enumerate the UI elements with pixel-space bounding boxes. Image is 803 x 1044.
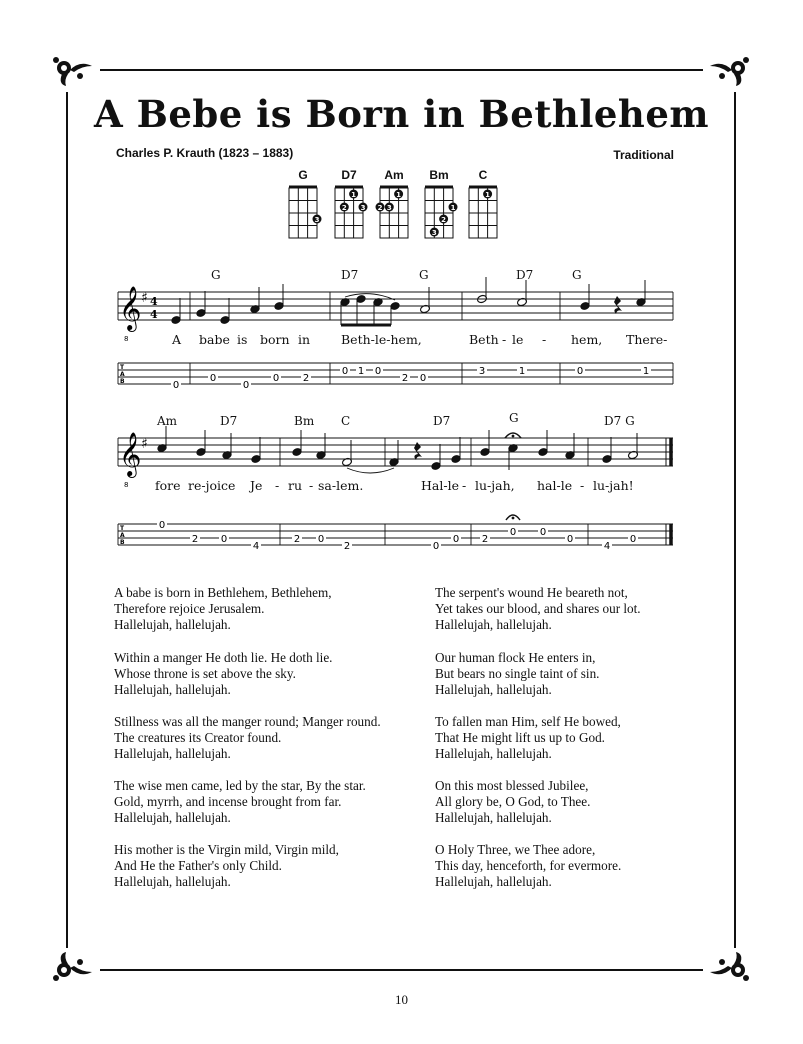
lyric-syllable: -	[580, 478, 585, 493]
tab-fret-number: 1	[642, 366, 650, 377]
tab-fret-number: 0	[272, 373, 280, 384]
verse-line: Hallelujah, hallelujah.	[114, 874, 231, 889]
lyric-syllable: Je	[250, 478, 263, 493]
tab-fret-number: 0	[509, 527, 517, 538]
chord-symbol: D7	[220, 414, 238, 428]
tab-fret-number: 0	[209, 373, 217, 384]
verse-line: Therefore rejoice Jerusalem.	[114, 601, 265, 616]
verse-line: O Holy Three, we Thee adore,	[435, 842, 596, 857]
svg-text:B: B	[120, 378, 125, 385]
tab-fret-number: 0	[220, 534, 228, 545]
svg-text:♯: ♯	[141, 436, 148, 452]
verse-right-2	[435, 650, 599, 698]
verse-line: All glory be, O God, to Thee.	[435, 794, 591, 809]
lyric-syllable: babe	[199, 332, 230, 347]
svg-text:T: T	[120, 364, 125, 371]
svg-text:1: 1	[351, 191, 357, 199]
chord-symbol: C	[341, 414, 351, 428]
composer-credit: Traditional	[613, 148, 674, 162]
chord-symbol: D7 G	[604, 414, 635, 428]
verse-line: Within a manger He doth lie. He doth lie.	[114, 650, 333, 665]
verse-line: The wise men came, led by the star, By the star.	[114, 778, 366, 793]
verse-line: Hallelujah, hallelujah.	[435, 746, 552, 761]
verse-left-4	[114, 778, 366, 826]
verse-line: His mother is the Virgin mild, Virgin mild,	[114, 842, 339, 857]
tab-fret-number: 2	[481, 534, 489, 545]
lyric-syllable: lu-jah!	[593, 478, 634, 493]
svg-text:1: 1	[396, 191, 402, 199]
verse-line: The serpent's wound He beareth not,	[435, 585, 628, 600]
lyric-syllable: hem,	[571, 332, 603, 347]
verse-line: The creatures its Creator found.	[114, 730, 282, 745]
lyric-syllable: -	[462, 478, 467, 493]
svg-text:4: 4	[150, 308, 158, 321]
tab-fret-number: 0	[576, 366, 584, 377]
verse-left-3	[114, 714, 381, 762]
verse-line: That He might lift us up to God.	[435, 730, 605, 745]
chord-diagram-name: Bm	[429, 168, 449, 182]
svg-text:3: 3	[360, 204, 366, 212]
verse-line: Hallelujah, hallelujah.	[114, 617, 231, 632]
chord-symbol: G	[211, 268, 221, 282]
tab-fret-number: 3	[478, 366, 486, 377]
lyric-syllable: le	[512, 332, 524, 347]
tab-fret-number: 2	[293, 534, 301, 545]
tab-fret-number: 2	[302, 373, 310, 384]
verse-line: A babe is born in Bethlehem, Bethlehem,	[114, 585, 332, 600]
svg-text:3: 3	[314, 216, 320, 224]
tab-fret-number: 4	[603, 541, 611, 552]
svg-text:B: B	[120, 539, 125, 546]
tab-fret-number: 0	[419, 373, 427, 384]
lyric-syllable: lu-jah,	[475, 478, 515, 493]
lyricist-credit: Charles P. Krauth (1823 – 1883)	[116, 146, 294, 160]
verse-right-4	[435, 778, 590, 826]
lyric-syllable: sa-lem.	[318, 478, 364, 493]
verse-right-1	[435, 585, 641, 633]
frame-bottom-line	[100, 969, 703, 971]
verse-line: Hallelujah, hallelujah.	[114, 746, 231, 761]
chord-symbol: D7	[516, 268, 534, 282]
lyric-syllable: fore	[155, 478, 181, 493]
verse-line: Hallelujah, hallelujah.	[435, 810, 552, 825]
chord-diagram-name: D7	[341, 168, 357, 182]
svg-text:A: A	[120, 371, 125, 378]
verse-line: Our human flock He enters in,	[435, 650, 596, 665]
lyric-syllable: ru	[288, 478, 303, 493]
tab-fret-number: 0	[566, 534, 574, 545]
page-number: 10	[395, 992, 408, 1007]
verse-right-3	[435, 714, 621, 762]
verse-line: Gold, myrrh, and incense brought from far.	[114, 794, 342, 809]
chord-symbol: G	[572, 268, 582, 282]
tab-fret-number: 4	[252, 541, 260, 552]
tab-fret-number: 0	[539, 527, 547, 538]
lyric-syllable: Beth-le-hem,	[341, 332, 422, 347]
lyric-syllable: is	[237, 332, 248, 347]
verse-left-1	[114, 585, 332, 633]
svg-text:8: 8	[124, 481, 129, 489]
verse-line: But bears no single taint of sin.	[435, 666, 600, 681]
svg-text:A: A	[120, 532, 125, 539]
verse-line: Yet takes our blood, and shares our lot.	[435, 601, 641, 616]
lyric-syllable: Hal-le	[421, 478, 459, 493]
svg-text:2: 2	[341, 204, 347, 212]
svg-text:2: 2	[441, 216, 447, 224]
svg-text:♯: ♯	[141, 290, 148, 306]
tab-fret-number: 0	[374, 366, 382, 377]
svg-text:1: 1	[450, 204, 456, 212]
verse-line: Whose throne is set above the sky.	[114, 666, 296, 681]
tab-fret-number: 2	[343, 541, 351, 552]
svg-text:𝄞: 𝄞	[119, 286, 142, 330]
tab-fret-number: 0	[629, 534, 637, 545]
chord-symbol: G	[509, 411, 519, 425]
lyric-syllable: There-	[626, 332, 668, 347]
lyric-syllable: hal-le	[537, 478, 573, 493]
verse-line: Hallelujah, hallelujah.	[114, 682, 231, 697]
tab-fret-number: 0	[432, 541, 440, 552]
verse-left-5	[114, 842, 339, 890]
verse-line: To fallen man Him, self He bowed,	[435, 714, 621, 729]
chord-diagram-name: C	[478, 168, 488, 182]
verse-line: Hallelujah, hallelujah.	[435, 874, 552, 889]
svg-text:3: 3	[386, 204, 392, 212]
verse-line: Hallelujah, hallelujah.	[114, 810, 231, 825]
chord-symbol: G	[419, 268, 429, 282]
tab-fret-number: 0	[317, 534, 325, 545]
lyric-syllable: -	[275, 478, 280, 493]
verse-line: Hallelujah, hallelujah.	[435, 682, 552, 697]
tab-fret-number: 1	[518, 366, 526, 377]
lyric-syllable: re-joice	[188, 478, 236, 493]
lyric-syllable: -	[542, 332, 547, 347]
svg-text:𝄞: 𝄞	[119, 432, 142, 476]
floral-ornament-icon	[50, 952, 94, 986]
tab-fret-number: 0	[452, 534, 460, 545]
lyric-syllable: -	[502, 332, 507, 347]
svg-text:T: T	[120, 525, 125, 532]
verse-left-2	[114, 650, 332, 698]
tab-fret-number: 1	[357, 366, 365, 377]
svg-text:4: 4	[150, 295, 158, 308]
svg-text:3: 3	[431, 229, 437, 237]
lyric-syllable: Beth	[469, 332, 499, 347]
lyric-syllable: born	[260, 332, 290, 347]
tab-fret-number: 0	[341, 366, 349, 377]
verse-line: Stillness was all the manger round; Manger round.	[114, 714, 381, 729]
chord-symbol: D7	[341, 268, 359, 282]
verse-line: On this most blessed Jubilee,	[435, 778, 589, 793]
page-title: A Bebe is Born in Bethlehem	[93, 92, 710, 136]
lyric-syllable: A	[172, 332, 182, 347]
verse-line: And He the Father's only Child.	[114, 858, 282, 873]
svg-text:8: 8	[124, 335, 129, 343]
chord-symbol: Am	[157, 414, 178, 428]
lyric-syllable: -	[309, 478, 314, 493]
svg-text:1: 1	[485, 191, 491, 199]
tab-fret-number: 0	[172, 380, 180, 391]
tab-fret-number: 2	[191, 534, 199, 545]
tab-fret-number: 0	[158, 520, 166, 531]
svg-text:2: 2	[377, 204, 383, 212]
verse-line: This day, henceforth, for evermore.	[435, 858, 622, 873]
chord-symbol: Bm	[294, 414, 315, 428]
tab-fret-number: 2	[401, 373, 409, 384]
lyric-syllable: in	[298, 332, 311, 347]
chord-diagram-name: G	[298, 168, 308, 182]
verse-right-5	[435, 842, 621, 890]
chord-diagram-name: Am	[384, 168, 404, 182]
tab-fret-number: 0	[242, 380, 250, 391]
floral-ornament-icon	[708, 952, 752, 986]
verse-line: Hallelujah, hallelujah.	[435, 617, 552, 632]
chord-symbol: D7	[433, 414, 451, 428]
